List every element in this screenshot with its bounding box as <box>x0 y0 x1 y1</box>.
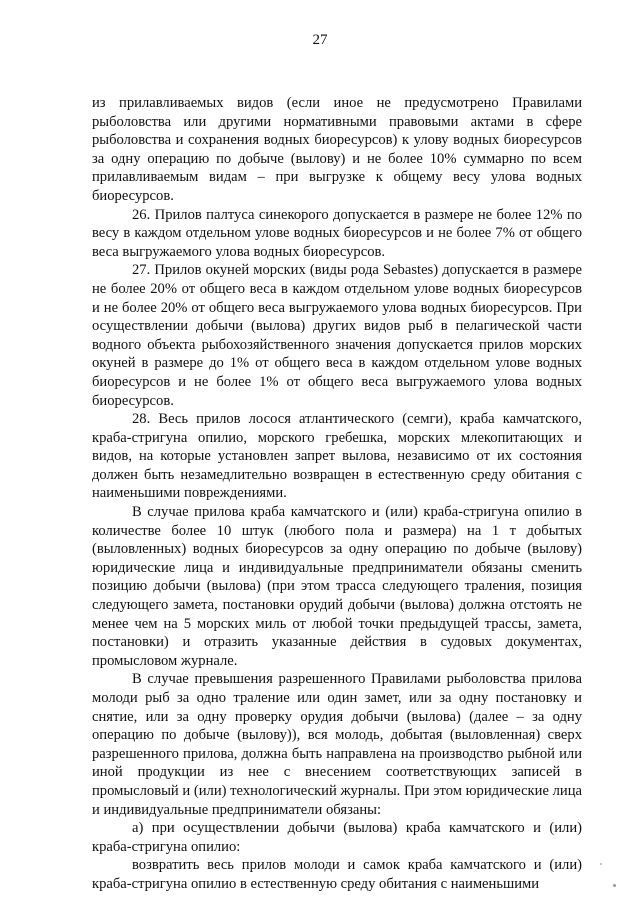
paragraph-juvenile-bycatch: В случае превышения разрешенного Правилами рыболовства прилова молоди рыб за одно траление или один замет, или за одну постановку и снятие, или за одну проверку орудия добычи (вылова) (далее – за одну операцию по добыче (вылову)), вся молодь, добытая (выловленная) сверх разрешенного прилова, должна быть направлена на производство рыбной или иной продукции из нее с внесением соответствующих записей в промысловый и (или) технологический журналы. При этом юридические лица и индивидуальные предприниматели обязаны: <box>92 671 582 818</box>
paragraph-item-28: 28. Весь прилов лосося атлантического (семги), краба камчатского, краба-стригуна опилио, морского гребешка, морских млекопитающих и видов, на которые установлен запрет вылова, независимо от их состояния должен быть незамедлительно возвращен в естественную среду обитания с наименьшими повреждениями. <box>92 411 582 502</box>
paragraph-continuation: из прилавливаемых видов (если иное не предусмотрено Правилами рыболовства или другими нормативными правовыми актами в сфере рыболовства и сохранения водных биоресурсов) к улову водных биоресурсов за одну операцию по добыче (вылову) и не более 10% суммарно по всем прилавливаемым видам – при выгрузке к общему весу улова водных биоресурсов. <box>92 95 582 204</box>
scan-speck <box>600 863 602 865</box>
paragraph-crab-bycatch: В случае прилова краба камчатского и (или) краба-стригуна опилио в количестве более 10 штук (любого пола и размера) на 1 т добытых (выловленных) водных биоресурсов за одну операцию по добыче (вылову) юридические лица и индивидуальные предприниматели обязаны сменить позицию добычи (вылова) (при этом трасса следующего траления, позиция следующего замета, постановки орудий добычи (вылова) должна отстоять не менее чем на 5 морских миль от любой точки предыдущей трассы, замета, постановки) и отразить указанные действия в судовых документах, промысловом журнале. <box>92 504 582 669</box>
page-number: 27 <box>312 32 328 48</box>
document-body <box>92 94 582 894</box>
paragraph-return-bycatch: возвратить весь прилов молоди и самок краба камчатского и (или) краба-стригуна опилио в естественную среду обитания с наименьшими <box>92 857 582 892</box>
scan-speck <box>613 884 616 887</box>
paragraph-subitem-a: а) при осуществлении добычи (вылова) краба камчатского и (или) краба-стригуна опилио: <box>92 820 582 855</box>
paragraph-item-26: 26. Прилов палтуса синекорого допускается в размере не более 12% по весу в каждом отдельном улове водных биоресурсов и не более 7% от общего веса выгружаемого улова водных биоресурсов. <box>92 206 582 260</box>
paragraph-item-27: 27. Прилов окуней морских (виды рода Sebastes) допускается в размере не более 20% от общего веса в каждом отдельном улове водных биоресурсов и не более 20% от общего веса выгружаемого улова водных биоресурсов. При осуществлении добычи (вылова) других видов рыб в пелагической части водного объекта рыбохозяйственного значения допускается прилов морских окуней в размере до 1% от общего веса в каждом отдельном улове водных биоресурсов и не более 1% от общего веса выгружаемого улова водных биоресурсов. <box>92 262 582 409</box>
